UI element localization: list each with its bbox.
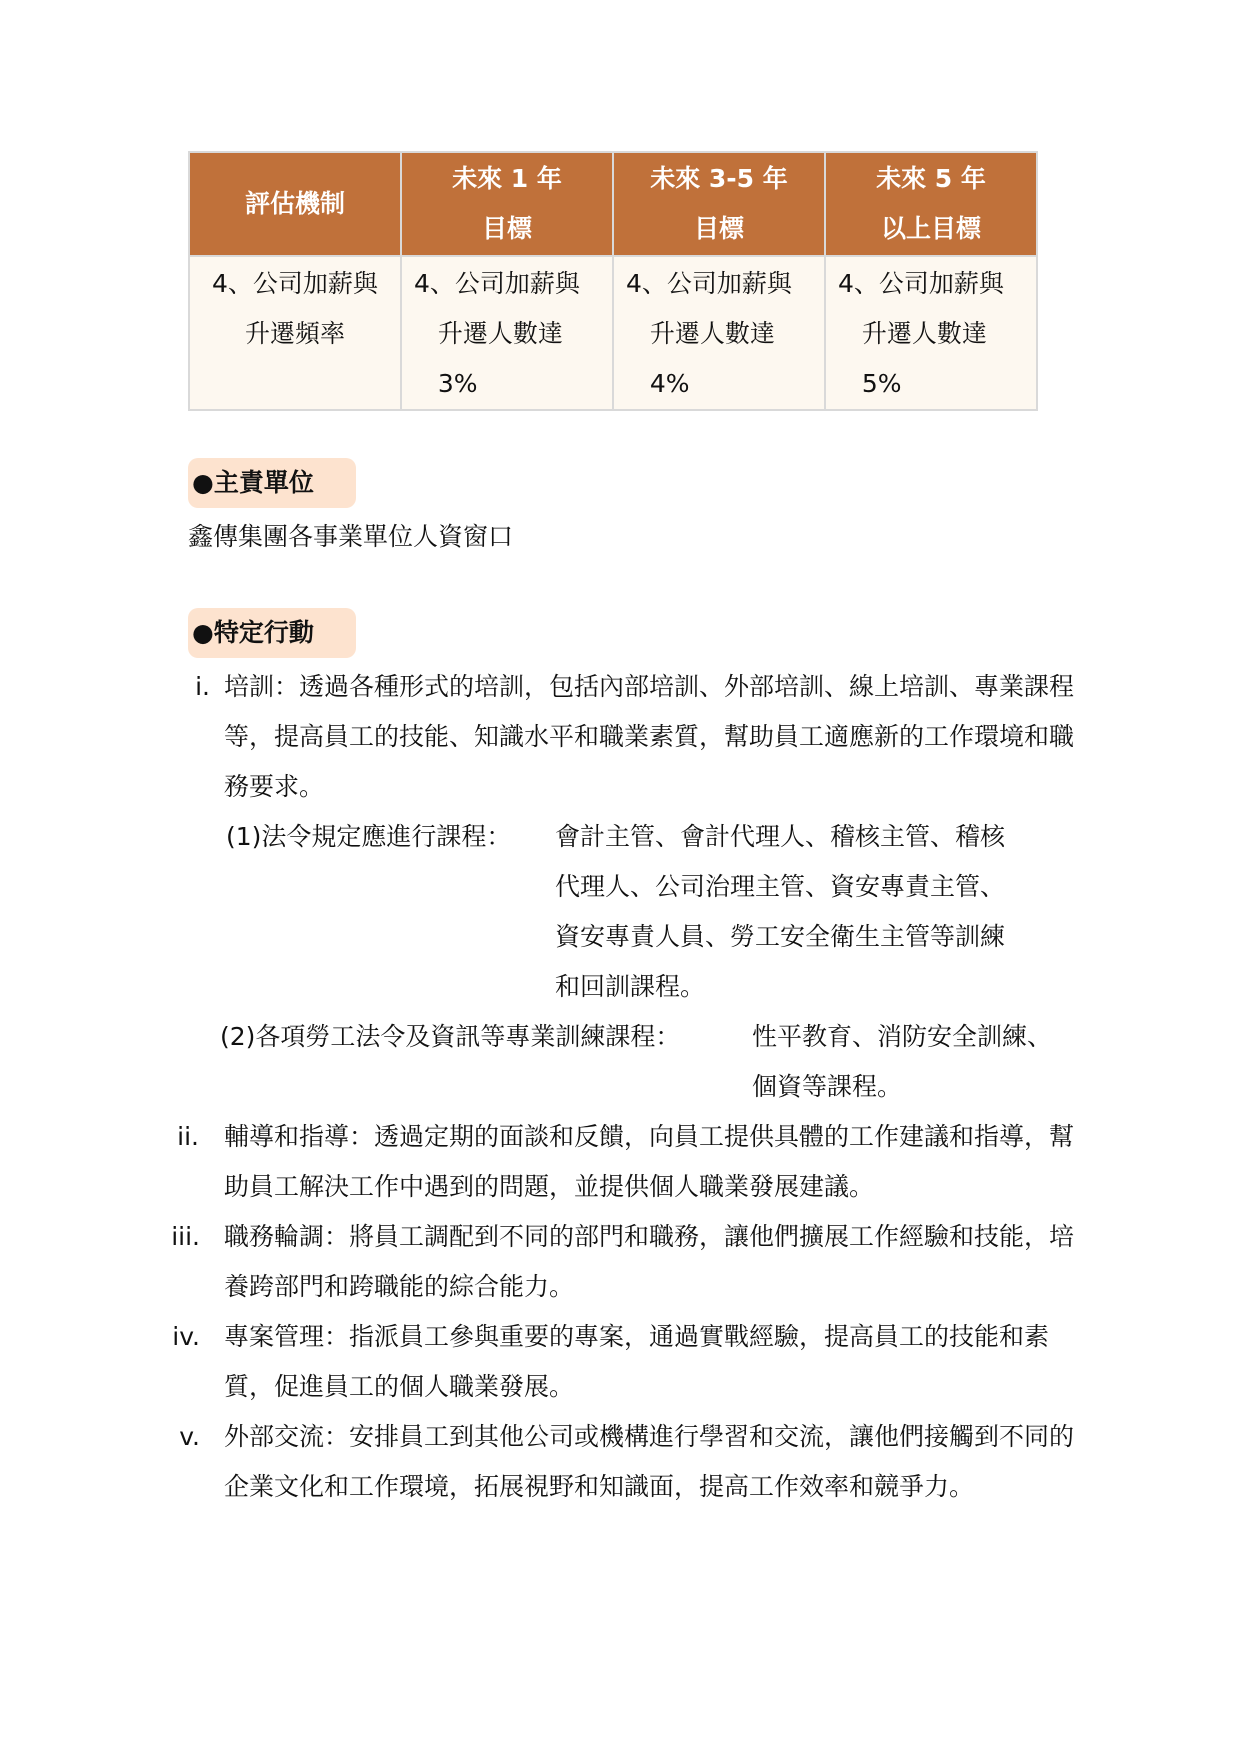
sub-item-line: 代理人、公司治理主管、資安專責主管、: [555, 872, 1006, 901]
section-heading-actions: ●特定行動: [188, 608, 356, 658]
header-1-year: 未來 1 年 目標: [401, 152, 613, 256]
list-item: 專案管理：指派員工參與重要的專案，通過實戰經驗，提高員工的技能和素質，促進員工的個人職業發展。: [224, 1322, 1050, 1401]
header-5-plus-years: 未來 5 年 以上目標: [825, 152, 1037, 256]
table-cell: 4、公司加薪與 升遷頻率: [189, 256, 401, 410]
list-item: 培訓：透過各種形式的培訓，包括內部培訓、外部培訓、線上培訓、專業課程等，提高員工的技能、知識水平和職業素質，幫助員工適應新的工作環境和職務要求。: [224, 672, 1075, 801]
table-row: [189, 256, 1037, 410]
list-marker: iii.: [171, 1222, 200, 1251]
goals-table: [188, 151, 1038, 411]
table-header-row: [189, 152, 1037, 256]
sub-item-label: (2)各項勞工法令及資訊等專業訓練課程：: [220, 1022, 681, 1051]
responsible-unit-text: 鑫傳集團各事業單位人資窗口: [188, 522, 514, 551]
sub-item-line: 和回訓課程。: [555, 972, 706, 1001]
list-item: 職務輪調：將員工調配到不同的部門和職務，讓他們擴展工作經驗和技能，培養跨部門和跨職能的綜合能力。: [224, 1222, 1075, 1301]
sub-item-line: 個資等課程。: [752, 1072, 903, 1101]
section-heading-responsible: ●主責單位: [188, 458, 356, 508]
table-cell: 4、公司加薪與 升遷人數達 5%: [825, 256, 1037, 410]
list-marker: v.: [179, 1422, 200, 1451]
list-item: 輔導和指導：透過定期的面談和反饋，向員工提供具體的工作建議和指導，幫助員工解決工作中遇到的問題，並提供個人職業發展建議。: [224, 1122, 1075, 1201]
sub-item-label: (1)法令規定應進行課程：: [226, 822, 512, 851]
header-3-5-years: 未來 3-5 年 目標: [613, 152, 825, 256]
sub-item-line: 會計主管、會計代理人、稽核主管、稽核: [555, 822, 1006, 851]
table-cell: 4、公司加薪與 升遷人數達 4%: [613, 256, 825, 410]
list-marker: i.: [195, 672, 210, 701]
table-cell: 4、公司加薪與 升遷人數達 3%: [401, 256, 613, 410]
sub-item-line: 性平教育、消防安全訓練、: [752, 1022, 1053, 1051]
list-marker: iv.: [172, 1322, 200, 1351]
sub-item-line: 資安專責人員、勞工安全衛生主管等訓練: [555, 922, 1006, 951]
list-marker: ii.: [177, 1122, 199, 1151]
header-evaluation: 評估機制: [189, 152, 401, 256]
list-item: 外部交流：安排員工到其他公司或機構進行學習和交流，讓他們接觸到不同的企業文化和工作環境，拓展視野和知識面，提高工作效率和競爭力。: [224, 1422, 1075, 1501]
